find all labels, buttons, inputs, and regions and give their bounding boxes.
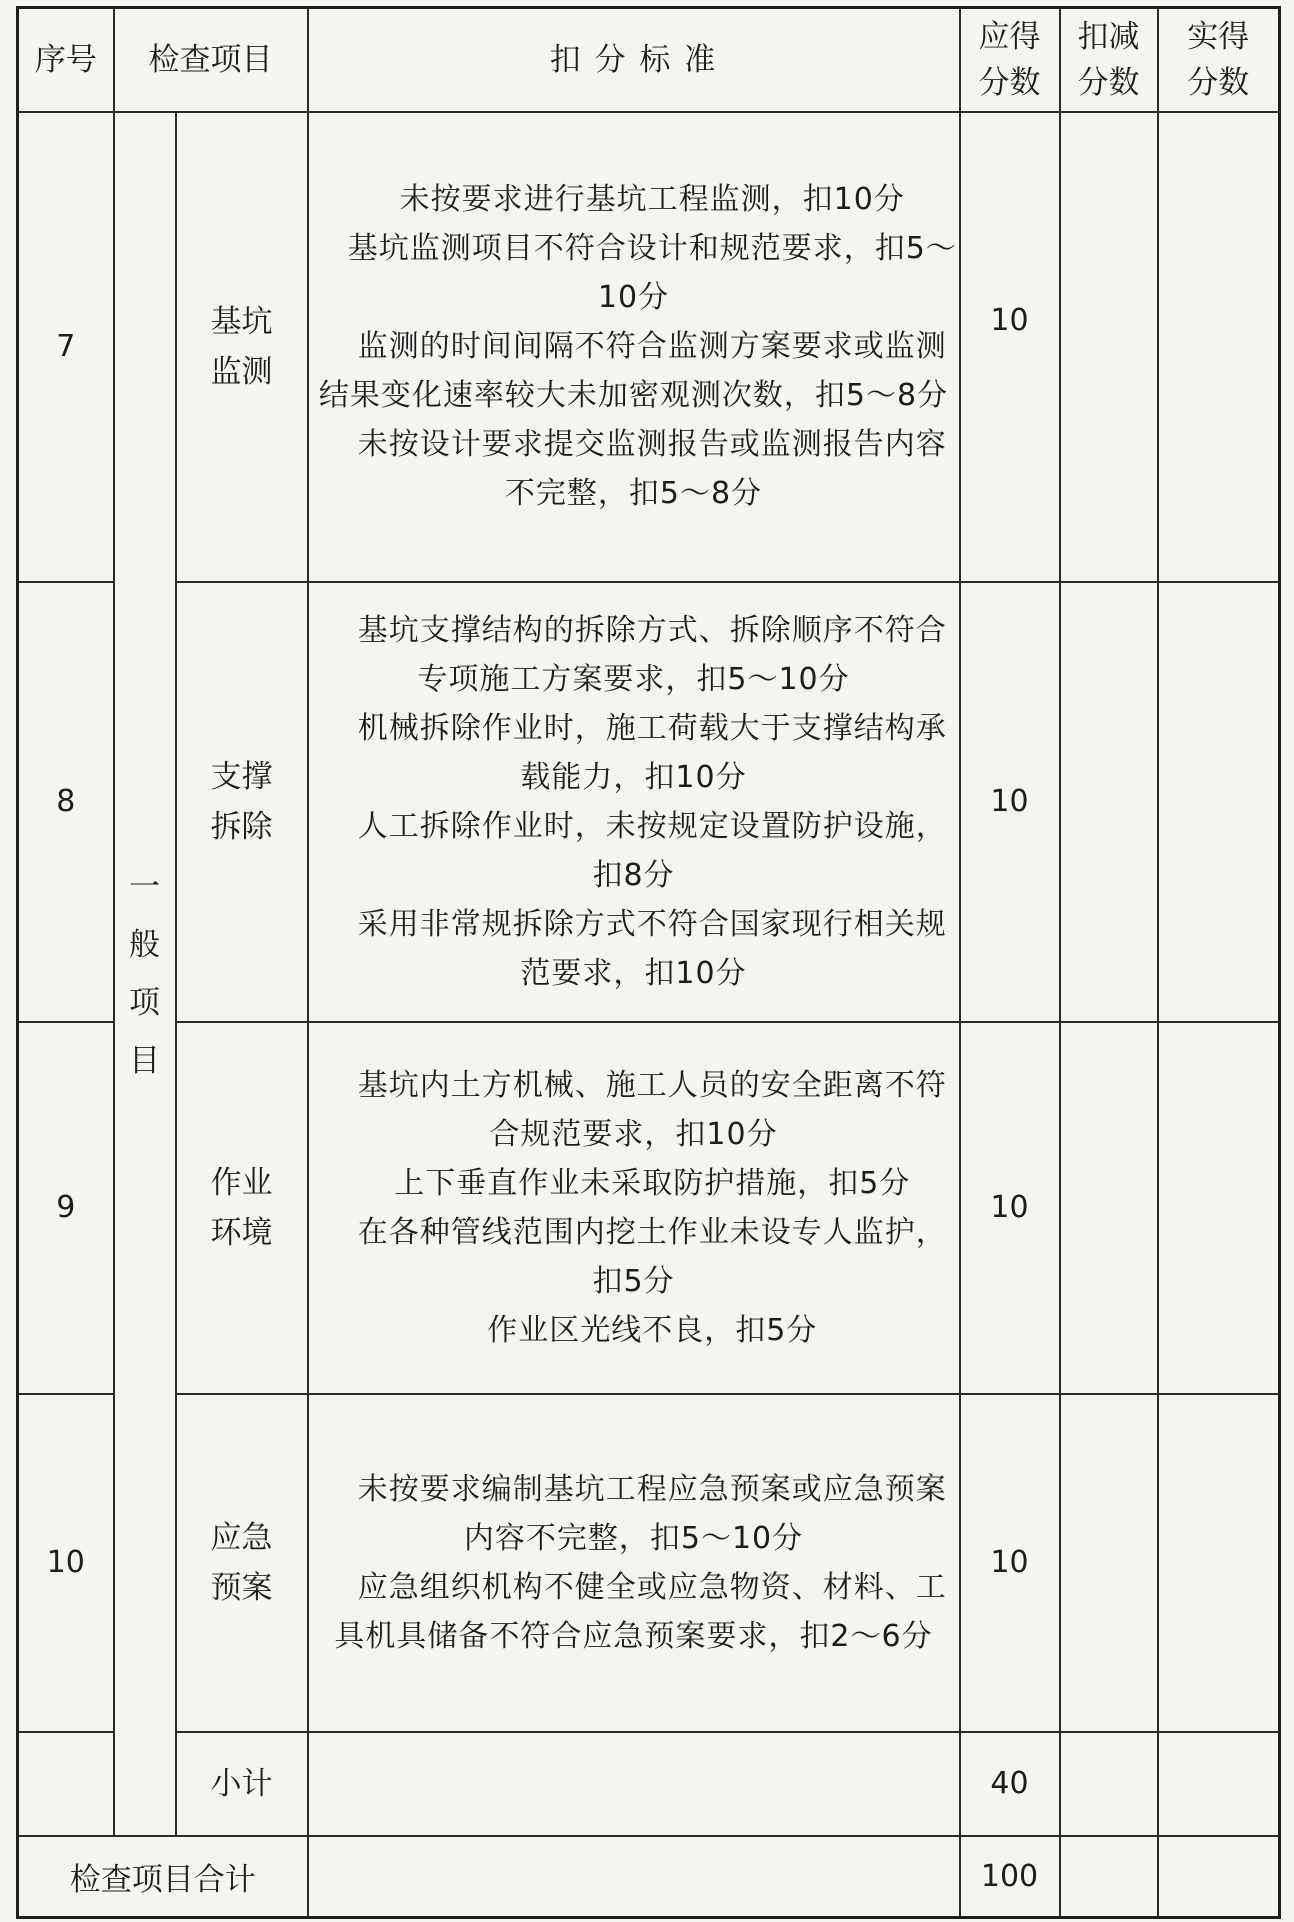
criterion-text: 人工拆除作业时，未按规定设置防护设施，扣8分: [357, 808, 947, 893]
row-deduct-score: [1060, 1022, 1158, 1394]
criterion-text: 采用非常规拆除方式不符合国家现行相关规范要求，扣10分: [357, 906, 947, 991]
header-actual-line2: 分数: [1187, 64, 1250, 101]
criterion-text: 应急组织机构不健全或应急物资、材料、工具机具储备不符合应急预案要求，扣2～6分: [334, 1569, 947, 1654]
category-char: 般: [129, 926, 160, 963]
subtotal-criteria: [308, 1732, 960, 1836]
item-name-part: 作业: [210, 1164, 273, 1201]
row-deduct-score: [1060, 1394, 1158, 1732]
table-row: [18, 1022, 1280, 1394]
header-deduct-line2: 分数: [1077, 64, 1140, 101]
row-seq: 8: [18, 582, 114, 1022]
inspection-table: [16, 6, 1281, 1919]
item-name-part: 拆除: [210, 808, 273, 845]
row-deduct-score: [1060, 112, 1158, 582]
row-item-name: [176, 1394, 308, 1732]
header-due-score: [960, 8, 1060, 112]
criterion-text: 在各种管线范围内挖土作业未设专人监护，扣5分: [357, 1214, 947, 1299]
criterion-text: 未按设计要求提交监测报告或监测报告内容不完整，扣5～8分: [357, 427, 947, 511]
criterion-text: 监测的时间间隔不符合监测方案要求或监测结果变化速率较大未加密观测次数，扣5～8分: [318, 329, 949, 413]
criterion-text: 基坑监测项目不符合设计和规范要求，扣5～10分: [347, 231, 957, 315]
row-due-score: 10: [960, 582, 1060, 1022]
header-row: [18, 8, 1280, 112]
item-name-part: 监测: [210, 353, 273, 390]
header-due-line2: 分数: [978, 64, 1041, 101]
header-seq: 序号: [18, 8, 114, 112]
row-actual-score: [1158, 1022, 1280, 1394]
total-actual-score: [1158, 1836, 1280, 1918]
category-char: 一: [129, 868, 160, 905]
criterion-text: 基坑内土方机械、施工人员的安全距离不符合规范要求，扣10分: [357, 1067, 947, 1152]
header-deduct-line1: 扣减: [1077, 18, 1140, 55]
total-deduct-score: [1060, 1836, 1158, 1918]
criterion-text: 上下垂直作业未采取防护措施，扣5分: [394, 1165, 911, 1201]
row-actual-score: [1158, 1394, 1280, 1732]
header-deduct-score: [1060, 8, 1158, 112]
header-actual-score: [1158, 8, 1280, 112]
category-char: 目: [129, 1042, 160, 1079]
row-deduct-score: [1060, 582, 1158, 1022]
row-item-name: [176, 582, 308, 1022]
table-row: [18, 582, 1280, 1022]
subtotal-due-score: 40: [960, 1732, 1060, 1836]
criterion-text: 基坑支撑结构的拆除方式、拆除顺序不符合专项施工方案要求，扣5～10分: [357, 612, 947, 697]
row-due-score: 10: [960, 1394, 1060, 1732]
table-row: [18, 1394, 1280, 1732]
row-item-name: [176, 112, 308, 582]
row-seq: 9: [18, 1022, 114, 1394]
category-char: 项: [129, 984, 160, 1021]
header-item: 检查项目: [114, 8, 308, 112]
row-criteria: [308, 1022, 960, 1394]
category-general-items: [114, 112, 176, 1836]
subtotal-actual-score: [1158, 1732, 1280, 1836]
total-row: [18, 1836, 1280, 1918]
subtotal-seq: [18, 1732, 114, 1836]
subtotal-row: [18, 1732, 1280, 1836]
total-label: 检查项目合计: [18, 1836, 308, 1918]
criterion-text: 未按要求进行基坑工程监测，扣10分: [399, 182, 905, 217]
header-criteria: 扣 分 标 准: [308, 8, 960, 112]
table-row: [18, 112, 1280, 582]
total-due-score: 100: [960, 1836, 1060, 1918]
row-criteria: [308, 582, 960, 1022]
item-name-part: 基坑: [210, 303, 273, 340]
criterion-text: 作业区光线不良，扣5分: [487, 1312, 818, 1348]
row-actual-score: [1158, 582, 1280, 1022]
header-due-line1: 应得: [978, 18, 1041, 55]
criterion-text: 未按要求编制基坑工程应急预案或应急预案内容不完整，扣5～10分: [357, 1471, 947, 1556]
row-due-score: 10: [960, 1022, 1060, 1394]
row-seq: 10: [18, 1394, 114, 1732]
criterion-text: 机械拆除作业时，施工荷载大于支撑结构承载能力，扣10分: [357, 710, 947, 795]
row-seq: 7: [18, 112, 114, 582]
item-name-part: 支撑: [210, 758, 273, 795]
item-name-part: 应急: [210, 1519, 273, 1556]
total-criteria: [308, 1836, 960, 1918]
row-criteria: [308, 1394, 960, 1732]
subtotal-deduct-score: [1060, 1732, 1158, 1836]
subtotal-label: 小计: [176, 1732, 308, 1836]
row-actual-score: [1158, 112, 1280, 582]
row-criteria: [308, 112, 960, 582]
item-name-part: 环境: [210, 1214, 273, 1251]
header-actual-line1: 实得: [1187, 18, 1250, 55]
row-due-score: 10: [960, 112, 1060, 582]
item-name-part: 预案: [210, 1569, 273, 1606]
row-item-name: [176, 1022, 308, 1394]
